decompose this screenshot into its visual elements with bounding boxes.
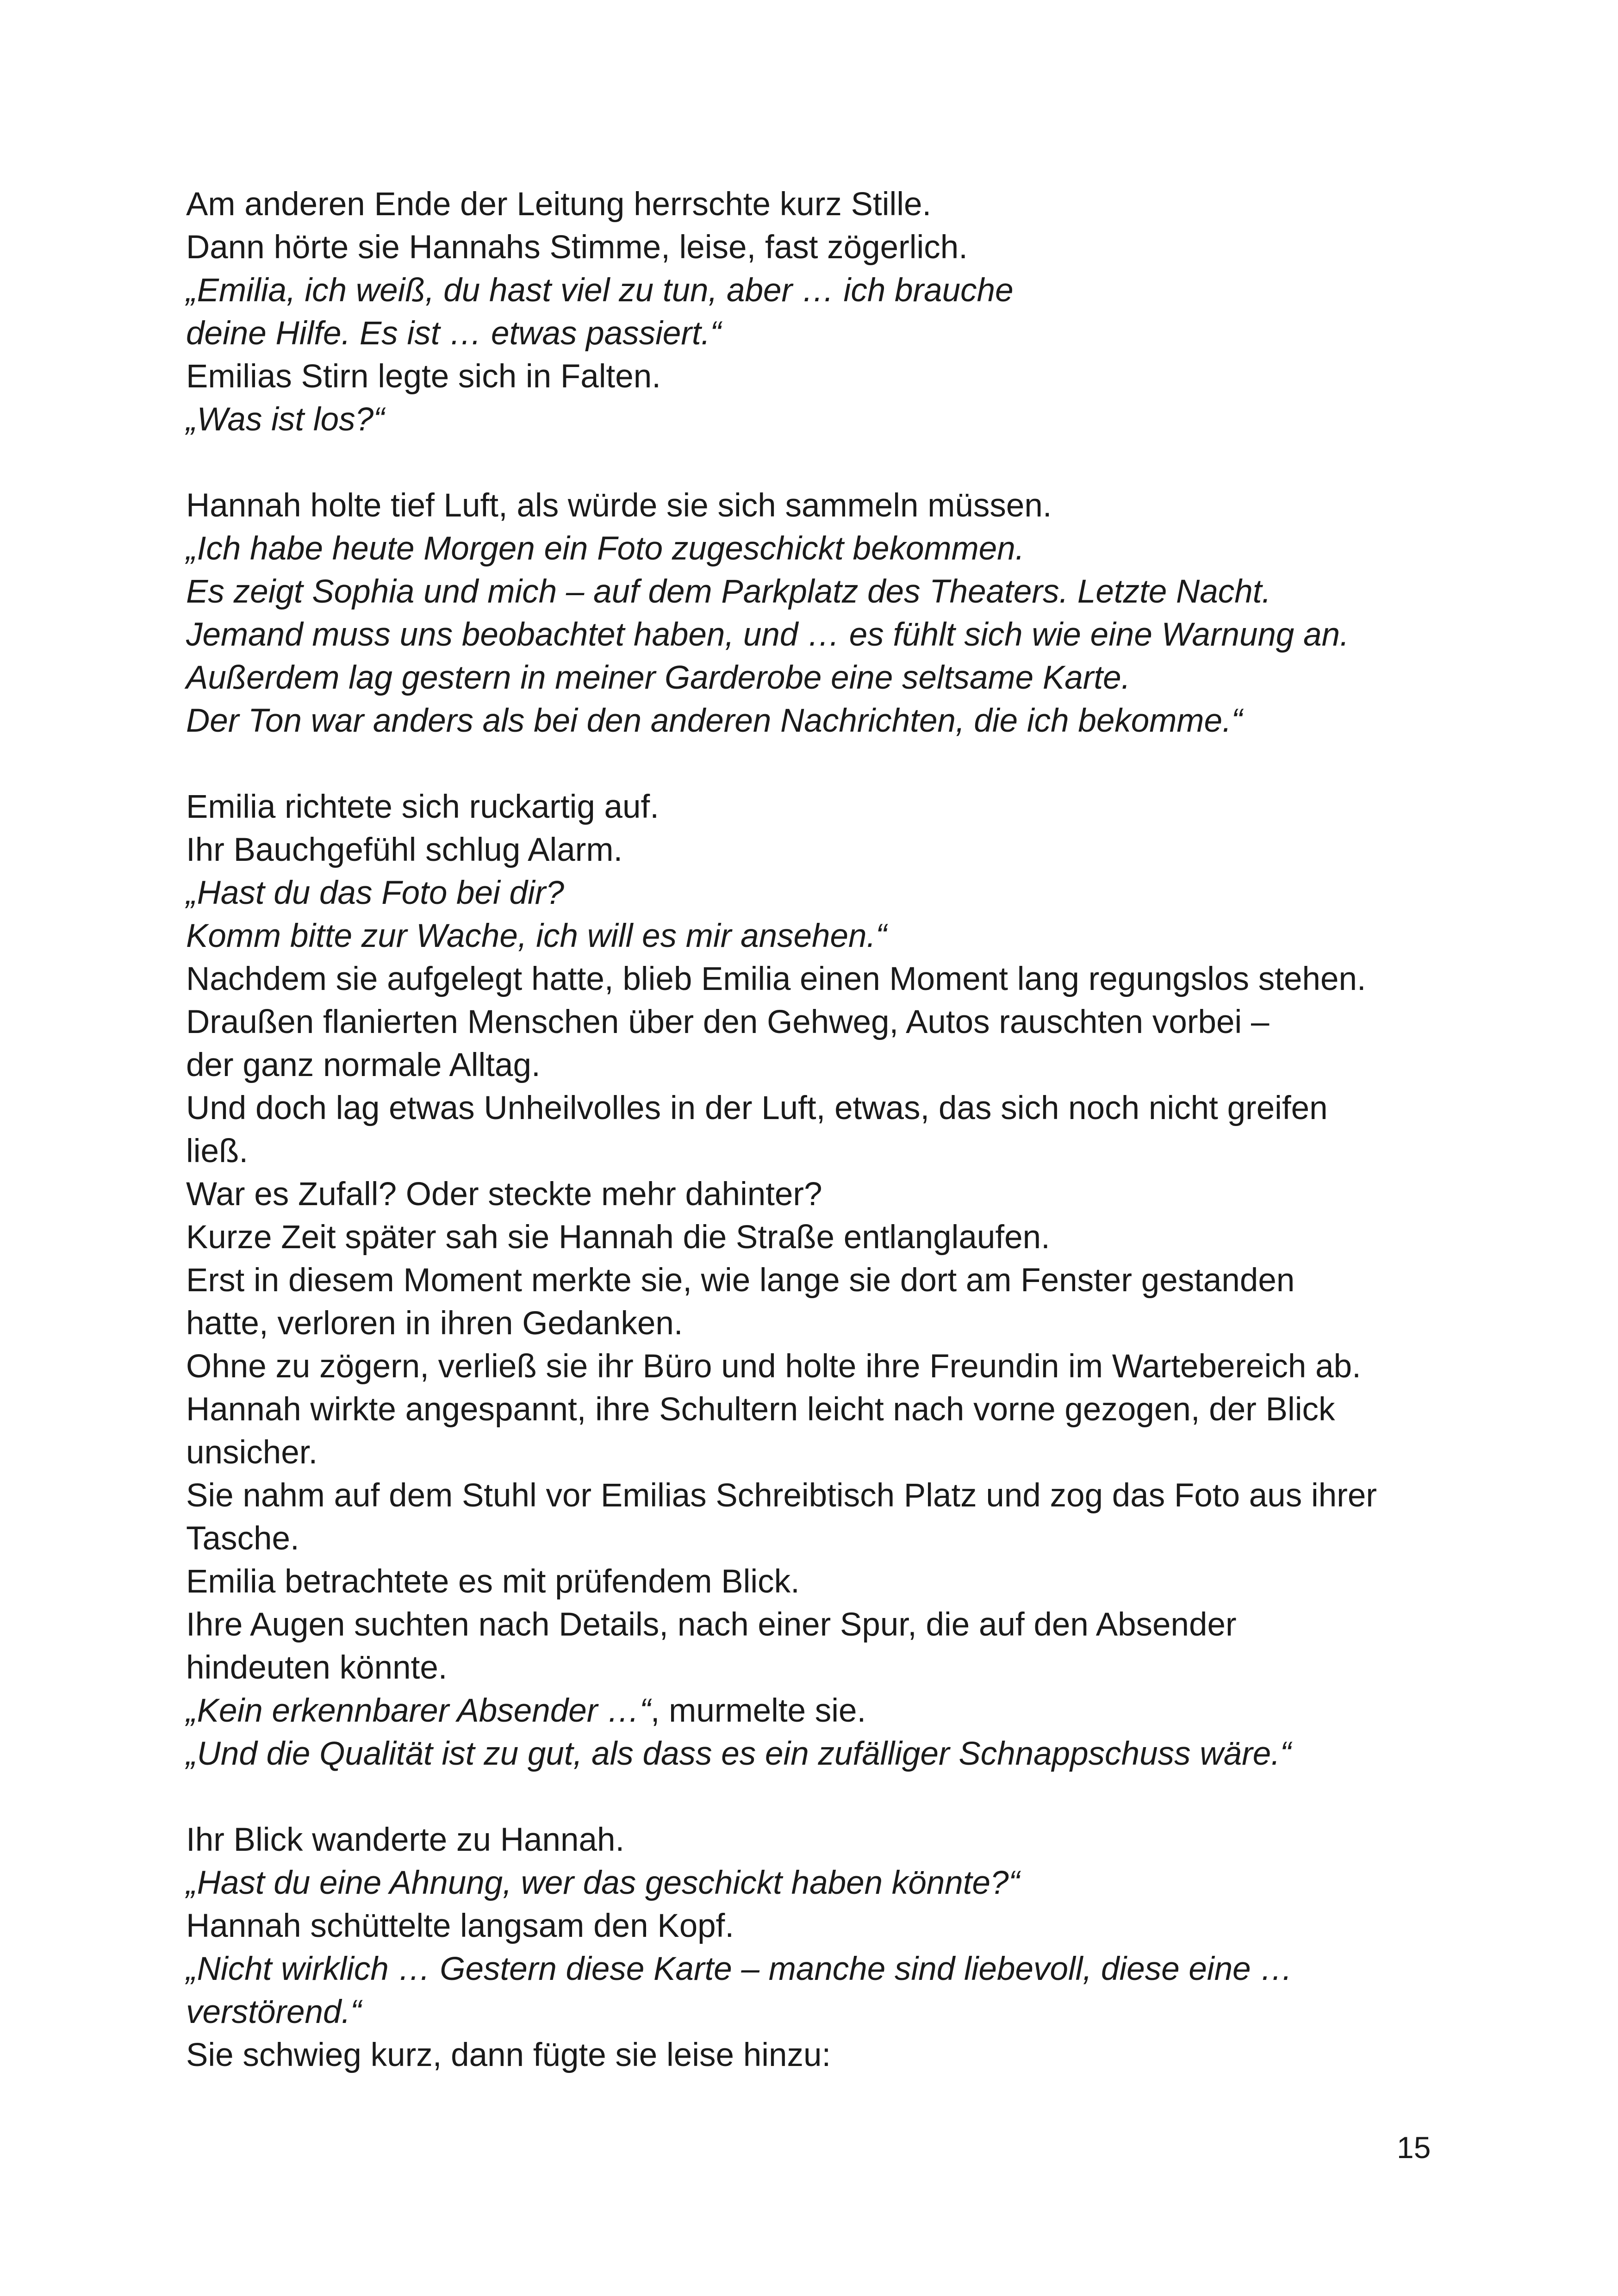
narration-line: hindeuten könnte.	[186, 1649, 448, 1686]
narration-line: Hannah schüttelte langsam den Kopf.	[186, 1908, 734, 1944]
dialogue-line: Der Ton war anders als bei den anderen Nachrichten, die ich bekomme.“	[186, 703, 1243, 739]
narration-line: hatte, verloren in ihren Gedanken.	[186, 1305, 683, 1342]
dialogue-line: „Emilia, ich weiß, du hast viel zu tun, aber … ich brauche	[186, 272, 1014, 309]
dialogue-line: verstörend.“	[186, 1994, 361, 2030]
narration-line: unsicher.	[186, 1434, 318, 1471]
narration-line: Emilias Stirn legte sich in Falten.	[186, 358, 661, 395]
narration-line: Draußen flanierten Menschen über den Gehweg, Autos rauschten vorbei –	[186, 1004, 1270, 1040]
narration-fragment: , murmelte sie.	[650, 1692, 866, 1729]
narration-line: ließ.	[186, 1133, 249, 1170]
narration-line: Emilia betrachtete es mit prüfendem Blick.	[186, 1563, 800, 1600]
dialogue-fragment: „Kein erkennbarer Absender …“	[186, 1692, 651, 1729]
narration-line: Hannah wirkte angespannt, ihre Schultern leicht nach vorne gezogen, der Blick	[186, 1391, 1335, 1428]
narration-line: Kurze Zeit später sah sie Hannah die Straße entlanglaufen.	[186, 1219, 1050, 1256]
text-line	[186, 1689, 1482, 1732]
narration-line: War es Zufall? Oder steckte mehr dahinter?	[186, 1176, 822, 1213]
dialogue-line: „Ich habe heute Morgen ein Foto zugeschickt bekommen.	[186, 530, 1025, 567]
dialogue-line: deine Hilfe. Es ist … etwas passiert.“	[186, 315, 722, 352]
paragraph-gap	[186, 441, 1482, 484]
dialogue-line: „Und die Qualität ist zu gut, als dass es ein zufälliger Schnappschuss wäre.“	[186, 1736, 1291, 1772]
page-number: 15	[1397, 2130, 1431, 2165]
narration-line: Nachdem sie aufgelegt hatte, blieb Emilia einen Moment lang regungslos stehen.	[186, 961, 1366, 997]
narration-line: Sie nahm auf dem Stuhl vor Emilias Schreibtisch Platz und zog das Foto aus ihrer	[186, 1477, 1377, 1514]
dialogue-line: Komm bitte zur Wache, ich will es mir ansehen.“	[186, 918, 887, 954]
narration-line: der ganz normale Alltag.	[186, 1047, 541, 1083]
dialogue-line: Außerdem lag gestern in meiner Garderobe eine seltsame Karte.	[186, 660, 1131, 696]
narration-line: Dann hörte sie Hannahs Stimme, leise, fast zögerlich.	[186, 229, 968, 266]
narration-line: Erst in diesem Moment merkte sie, wie lange sie dort am Fenster gestanden	[186, 1262, 1295, 1299]
narration-line: Am anderen Ende der Leitung herrschte kurz Stille.	[186, 186, 932, 223]
paragraph-gap	[186, 1775, 1482, 1818]
dialogue-line: Jemand muss uns beobachtet haben, und … es fühlt sich wie eine Warnung an.	[186, 616, 1349, 653]
narration-line: Ihre Augen suchten nach Details, nach einer Spur, die auf den Absender	[186, 1606, 1237, 1643]
narration-line: Hannah holte tief Luft, als würde sie sich sammeln müssen.	[186, 487, 1052, 524]
paragraph-gap	[186, 742, 1482, 785]
narration-line: Und doch lag etwas Unheilvolles in der Luft, etwas, das sich noch nicht greifen	[186, 1090, 1328, 1126]
narration-line: Ihr Bauchgefühl schlug Alarm.	[186, 832, 623, 868]
dialogue-line: „Nicht wirklich … Gestern diese Karte – manche sind liebevoll, diese eine …	[186, 1951, 1293, 1987]
dialogue-line: „Hast du eine Ahnung, wer das geschickt haben könnte?“	[186, 1865, 1020, 1901]
narration-line: Emilia richtete sich ruckartig auf.	[186, 789, 659, 825]
dialogue-line: Es zeigt Sophia und mich – auf dem Parkplatz des Theaters. Letzte Nacht.	[186, 573, 1271, 610]
dialogue-line: „Was ist los?“	[186, 401, 385, 438]
dialogue-line: „Hast du das Foto bei dir?	[186, 875, 564, 911]
narration-line: Sie schwieg kurz, dann fügte sie leise hinzu:	[186, 2037, 831, 2073]
body-text	[186, 183, 1482, 2077]
narration-line: Ohne zu zögern, verließ sie ihr Büro und holte ihre Freundin im Wartebereich ab.	[186, 1348, 1361, 1385]
narration-line: Tasche.	[186, 1520, 299, 1557]
narration-line: Ihr Blick wanderte zu Hannah.	[186, 1822, 625, 1858]
